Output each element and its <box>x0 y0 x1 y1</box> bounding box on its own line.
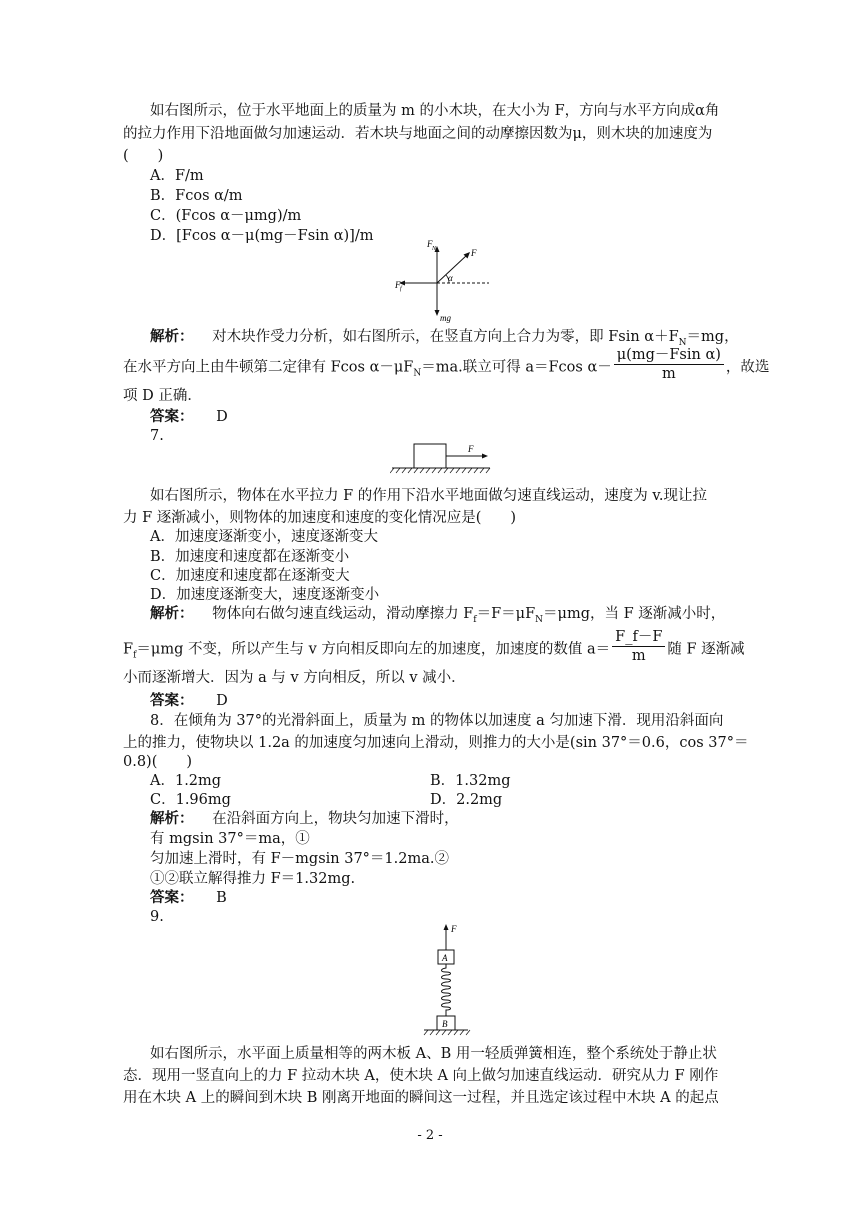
q8-option-d: D．2.2mg <box>430 792 503 808</box>
fig9-label-b: B <box>442 1019 448 1029</box>
q7-analysis-text-1-end2: ＝μmg，当 F 逐渐减小时， <box>543 606 726 622</box>
q6-analysis-line-3: 项 D 正确． <box>123 388 202 404</box>
q7-number: 7. <box>150 428 164 444</box>
q6-answer <box>150 407 228 427</box>
q8-stem-line-3: 0.8)( ) <box>123 754 193 770</box>
analysis-label: 解析： <box>150 605 194 622</box>
q7-stem-line-2: 力 F 逐渐减小，则物体的加速度和速度的变化情况应是( ) <box>123 510 517 526</box>
fig-label-mg: mg <box>440 313 451 323</box>
q7-analysis-sub-f: f <box>473 614 477 625</box>
answer-label: 答案： <box>150 692 194 709</box>
fraction-denominator: m <box>661 366 676 382</box>
q6-analysis-text-2: 在水平方向上由牛顿第二定律有 Fcos α－μF <box>123 359 414 376</box>
q6-option-b: B．Fcos α/m <box>150 188 243 204</box>
q6-analysis-fraction <box>614 346 724 383</box>
answer-label: 答案： <box>150 889 194 906</box>
answer-value: D <box>216 693 228 709</box>
q7-option-b: B．加速度和速度都在逐渐变小 <box>150 549 350 565</box>
q6-stem-line-3: ( ) <box>123 148 164 164</box>
fig-label-fn-sub: N <box>432 246 437 252</box>
q6-stem-line-1: 如右图所示，位于水平地面上的质量为 m 的小木块，在大小为 F，方向与水平方向成α角 <box>150 103 720 119</box>
fig9-label-a: A <box>442 953 448 963</box>
block-pull-figure <box>390 440 500 476</box>
q9-stem-line-2: 态．现用一竖直向上的力 F 拉动木块 A，使木块 A 向上做匀加速直线运动．研究从力 F 刚作 <box>123 1068 719 1084</box>
q8-analysis-line-3: 匀加速上滑时，有 F－mgsin 37°＝1.2ma.② <box>150 851 449 867</box>
q7-analysis-ff-sub: f <box>133 650 137 661</box>
answer-value: D <box>216 409 228 425</box>
spring-blocks-figure <box>418 920 478 1040</box>
q6-option-a: A．F/m <box>150 168 204 184</box>
fraction-numerator: μ(mg－Fsin α) <box>614 346 724 365</box>
analysis-label: 解析： <box>150 328 194 345</box>
fraction-denominator: m <box>631 648 646 664</box>
force-diagram-figure <box>385 238 495 324</box>
q8-option-b: B．1.32mg <box>430 773 511 789</box>
q6-analysis-text-1-end: ＝mg， <box>686 329 739 345</box>
q8-option-a: A．1.2mg <box>150 773 222 789</box>
q8-analysis-line-4: ①②联立解得推力 F＝1.32mg. <box>150 871 356 887</box>
q9-stem-line-3: 用在木块 A 上的瞬间到木块 B 刚离开地面的瞬间这一过程，并且选定该过程中木块 A 的起点 <box>123 1090 719 1106</box>
q6-analysis-sub-n2: N <box>413 368 422 379</box>
q7-stem-line-1: 如右图所示，物体在水平拉力 F 的作用下沿水平地面做匀速直线运动，速度为 v.现让拉 <box>150 488 707 504</box>
page-number: - 2 - <box>417 1128 443 1143</box>
q7-answer <box>150 691 228 711</box>
q7-analysis-line-2 <box>123 629 745 665</box>
q8-analysis-line-2: 有 mgsin 37°＝ma，① <box>150 831 310 847</box>
q7-option-d: D．加速度逐渐变大，速度逐渐变小 <box>150 587 380 603</box>
q6-analysis-text-2-mid: ＝ma.联立可得 a＝Fcos α－ <box>421 359 612 376</box>
fig-label-ff-sub: f <box>400 286 402 292</box>
q8-stem-line-1: 8．在倾角为 37°的光滑斜面上，质量为 m 的物体以加速度 a 匀加速下滑．现用沿斜面向 <box>150 713 724 729</box>
q7-analysis-fraction <box>612 628 665 665</box>
q6-analysis-text-1: 对木块作受力分析，如右图所示，在竖直方向上合力为零，即 Fsin α＋F <box>212 329 679 345</box>
q7-analysis-sub-n: N <box>535 614 544 625</box>
fig7-label-f: F <box>468 444 474 454</box>
answer-label: 答案： <box>150 408 194 425</box>
q6-analysis-line-2 <box>123 347 770 383</box>
q7-analysis-line-3: 小而逐渐增大．因为 a 与 v 方向相反，所以 v 减小． <box>123 670 466 686</box>
fig-label-fn: F <box>427 239 433 249</box>
fig9-label-f: F <box>451 924 457 934</box>
q7-analysis-text-1-end: ＝F＝μF <box>476 606 536 622</box>
q8-analysis-line-1 <box>150 809 459 829</box>
fraction-numerator: F_f－F <box>612 628 665 647</box>
q6-stem-line-2: 的拉力作用下沿地面做匀加速运动．若木块与地面之间的动摩擦因数为μ，则木块的加速度为 <box>123 126 713 142</box>
q7-analysis-ff: F <box>123 641 134 658</box>
q7-analysis-text-1: 物体向右做匀速直线运动，滑动摩擦力 F <box>212 606 474 622</box>
q6-option-c: C．(Fcos α－μmg)/m <box>150 208 302 224</box>
q7-option-c: C．加速度和速度都在逐渐变大 <box>150 568 350 584</box>
answer-value: B <box>216 890 227 906</box>
fig-label-f: F <box>471 248 477 258</box>
q9-number: 9. <box>150 909 164 925</box>
fig-label-ff: F <box>395 280 401 290</box>
fig-label-alpha: α <box>448 273 453 283</box>
analysis-label: 解析： <box>150 810 194 827</box>
q8-answer <box>150 888 227 908</box>
q6-analysis-sub-n: N <box>678 337 687 348</box>
q8-stem-line-2: 上的推力，使物块以 1.2a 的加速度匀加速向上滑动，则推力的大小是(sin 37°＝0.6，cos 37°＝ <box>123 735 749 751</box>
q7-option-a: A．加速度逐渐变小，速度逐渐变大 <box>150 529 378 545</box>
q8-analysis-text-1: 在沿斜面方向上，物块匀加速下滑时， <box>212 811 459 827</box>
q7-analysis-text-2-end: 随 F 逐渐减 <box>667 641 745 658</box>
q6-analysis-text-2-end: ，故选 <box>725 359 770 376</box>
q9-stem-line-1: 如右图所示，水平面上质量相等的两木板 A、B 用一轻质弹簧相连，整个系统处于静止状 <box>150 1046 717 1062</box>
q7-analysis-line-1 <box>150 604 725 630</box>
q6-option-d: D．[Fcos α－μ(mg－Fsin α)]/m <box>150 228 374 244</box>
q8-option-c: C．1.96mg <box>150 792 231 808</box>
q7-analysis-text-2: ＝μmg 不变，所以产生与 v 方向相反即向左的加速度，加速度的数值 a＝ <box>136 641 611 658</box>
